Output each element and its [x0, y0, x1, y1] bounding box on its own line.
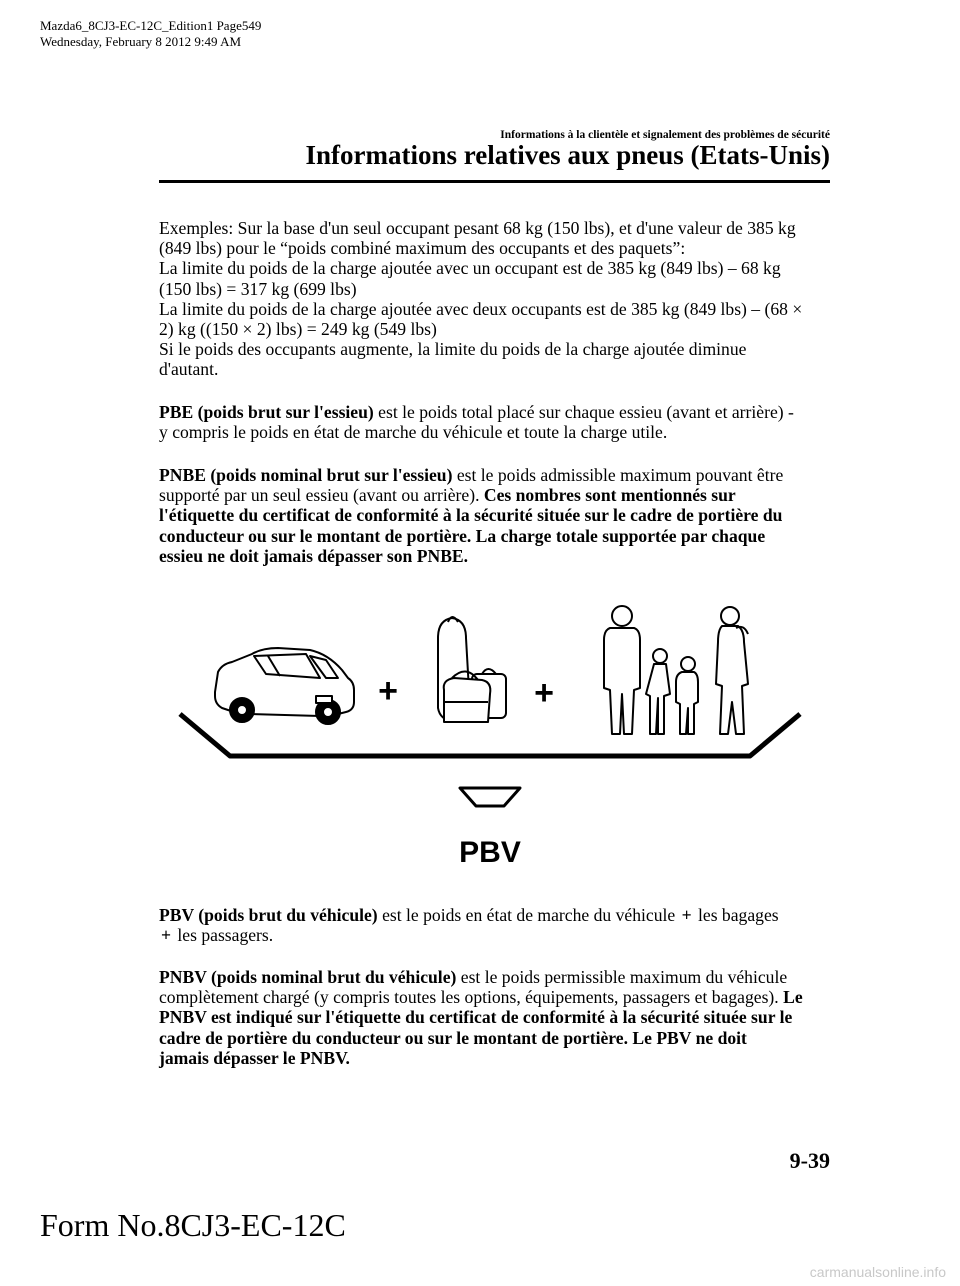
page-title: Informations relatives aux pneus (Etats-Unis) — [305, 140, 830, 170]
text-span: est le poids en état de marche du véhicule — [377, 905, 680, 925]
car-icon — [215, 648, 354, 724]
text-line: y compris le poids en état de marche du véhicule et toute la charge utile. — [159, 422, 668, 443]
text-line: La limite du poids de la charge ajoutée avec un occupant est de 385 kg (849 lbs) – 68 kg — [159, 258, 781, 279]
text-line: Si le poids des occupants augmente, la limite du poids de la charge ajoutée diminue — [159, 339, 747, 360]
plus-sign: + — [534, 674, 554, 712]
text-line: l'étiquette du certificat de conformité à la sécurité située sur le cadre de portière du — [159, 505, 783, 526]
watermark: carmanualsonline.info — [809, 1264, 946, 1280]
text-line: La limite du poids de la charge ajoutée avec deux occupants est de 385 kg (849 lbs) – (68 × — [159, 298, 803, 319]
pnbe-paragraph — [159, 465, 839, 566]
pnbv-paragraph — [159, 967, 839, 1068]
form-number: Form No.8CJ3-EC-12C — [40, 1207, 346, 1243]
text-span: est le poids permissible maximum du véhicule — [456, 967, 788, 987]
text-line: 2) kg ((150 × 2) lbs) = 249 kg (549 lbs) — [159, 319, 437, 340]
pbv-term: PBV (poids brut du véhicule) — [159, 905, 378, 925]
luggage-icon — [438, 617, 506, 722]
text-span-bold: Le — [783, 987, 803, 1008]
pbv-paragraph — [159, 905, 839, 945]
family-icon — [604, 606, 748, 734]
text-span: est le poids admissible maximum pouvant être — [452, 465, 784, 485]
text-span: les passagers. — [173, 925, 274, 946]
examples-paragraph — [159, 218, 839, 380]
pnbe-term: PNBE (poids nominal brut sur l'essieu) — [159, 465, 453, 485]
text-span: complètement chargé (y compris toutes les options, équipements, passagers et bagages). — [159, 987, 784, 1008]
text-span: les bagages — [693, 905, 779, 925]
text-span-bold: Ces nombres sont mentionnés sur — [483, 485, 736, 506]
pnbv-term: PNBV (poids nominal brut du véhicule) — [159, 967, 457, 987]
text-line: essieu ne doit jamais dépasser son PNBE. — [159, 545, 469, 566]
file-name: Mazda6_8CJ3-EC-12C_Edition1 Page549 — [40, 18, 262, 33]
text-line: Exemples: Sur la base d'un seul occupant pesant 68 kg (150 lbs), et d'une valeur de 385 kg — [159, 218, 796, 238]
pbv-illustration — [170, 598, 810, 878]
pbe-paragraph — [159, 402, 839, 442]
plus-sign: + — [378, 672, 398, 710]
file-info — [40, 18, 261, 50]
page-number: 9-39 — [789, 1148, 830, 1173]
plus-icon: + — [160, 925, 172, 946]
pbv-label: PBV — [459, 836, 521, 869]
pbe-term: PBE (poids brut sur l'essieu) — [159, 402, 374, 422]
section-title: Informations à la clientèle et signalement des problèmes de sécurité — [500, 129, 830, 141]
text-line: conducteur ou sur le montant de portière. La charge totale supportée par chaque — [159, 525, 766, 546]
text-span: est le poids total placé sur chaque essieu (avant et arrière) - — [373, 402, 794, 422]
text-line: (150 lbs) = 317 kg (699 lbs) — [159, 278, 357, 299]
file-timestamp: Wednesday, February 8 2012 9:49 AM — [40, 34, 242, 49]
text-line: cadre de portière du conducteur ou sur le montant de portière. Le PBV ne doit — [159, 1027, 747, 1048]
text-span: supporté par un seul essieu (avant ou arrière). — [159, 485, 484, 506]
down-arrow-icon — [460, 788, 520, 806]
text-line: PNBV est indiqué sur l'étiquette du certificat de conformité à la sécurité située sur le — [159, 1007, 793, 1028]
text-line: d'autant. — [159, 359, 219, 380]
plus-icon: + — [681, 905, 692, 925]
text-line: (849 lbs) pour le “poids combiné maximum des occupants et des paquets”: — [159, 238, 686, 259]
text-line: jamais dépasser le PNBV. — [159, 1047, 350, 1068]
grouping-bracket — [180, 714, 800, 756]
title-divider — [159, 180, 830, 183]
